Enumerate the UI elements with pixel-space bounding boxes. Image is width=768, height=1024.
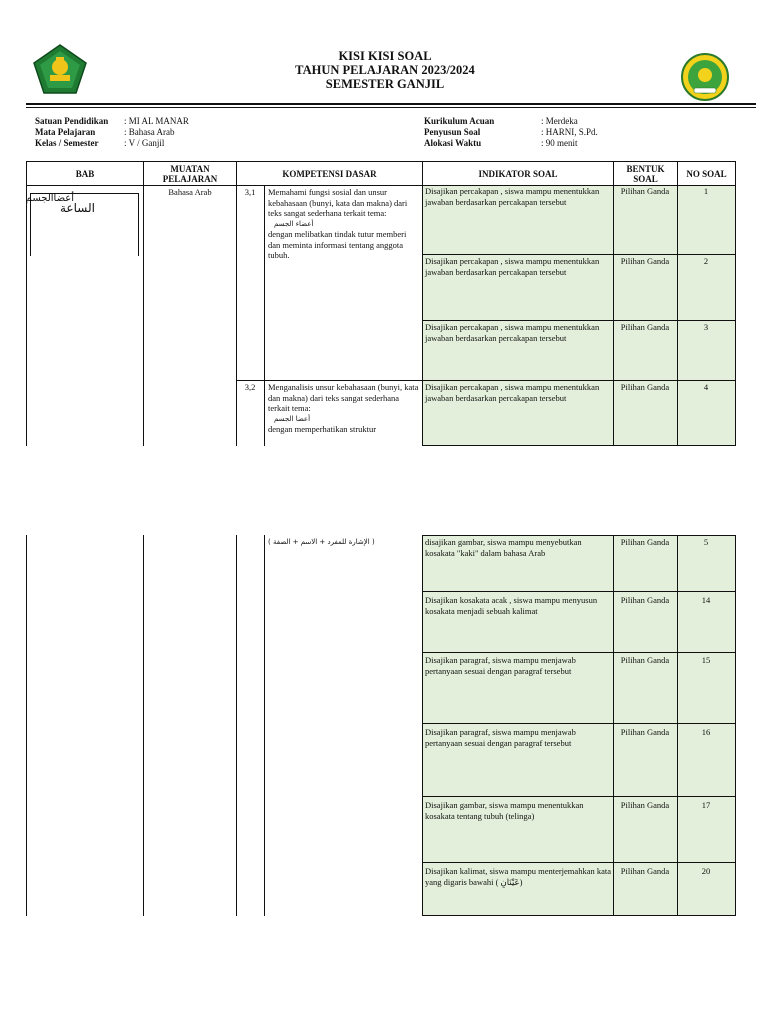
title-line-1: KISI KISI SOAL <box>338 49 432 63</box>
meta-label: Mata Pelajaran <box>35 127 96 137</box>
madrasah-logo-icon <box>680 52 730 102</box>
meta-left-values <box>124 116 324 149</box>
meta-value: : V / Ganjil <box>124 138 165 148</box>
bentuk-cell: Pilihan Ganda <box>620 186 670 196</box>
indikator-cell: Disajikan paragraf, siswa mampu menjawab pertanyaan sesuai dengan paragraf tersebut <box>425 655 576 676</box>
no-soal-cell: 3 <box>703 322 709 332</box>
meta-right-labels <box>424 116 534 149</box>
indikator-cell: Disajikan kalimat, siswa mampu menterjemahkan kata yang digaris bawahi ( عَيْنَانِ) <box>425 866 611 887</box>
bab-arabic-2: الساعة <box>60 201 95 215</box>
green-shading <box>423 186 735 445</box>
meta-value: : Merdeka <box>541 116 578 126</box>
bentuk-cell: Pilihan Ganda <box>620 866 670 876</box>
bentuk-cell: Pilihan Ganda <box>620 537 670 547</box>
table-line <box>422 862 736 863</box>
kemenag-logo-icon <box>32 43 88 95</box>
kd-arabic: أعضا الجسم <box>274 414 311 423</box>
table-line <box>236 535 237 916</box>
bentuk-cell: Pilihan Ganda <box>620 595 670 605</box>
table-line <box>422 535 423 916</box>
kd-text-a: Memahami fungsi sosial dan unsur kebahasaan (bunyi, kata dan makna) dari teks sangat sederhana terkait tema: <box>268 187 408 218</box>
table-line <box>422 161 423 446</box>
kd-continued-arabic: ( الإشارة للمفرد + الاسم + الصفة ) <box>268 538 375 546</box>
bentuk-cell: Pilihan Ganda <box>620 382 670 392</box>
meta-value: : Bahasa Arab <box>124 127 175 137</box>
meta-left-labels <box>35 116 130 149</box>
meta-value: : MI AL MANAR <box>124 116 189 126</box>
meta-label: Alokasi Waktu <box>424 138 482 148</box>
table-line <box>677 535 678 916</box>
no-soal-cell: 15 <box>701 655 711 665</box>
header-muatan: MUATAN PELAJARAN <box>162 163 218 184</box>
table-line <box>26 535 27 916</box>
table-line <box>613 161 614 446</box>
header-divider-thin <box>26 107 756 108</box>
table-line <box>613 535 614 916</box>
table-line <box>422 254 736 255</box>
title-line-3: SEMESTER GANJIL <box>325 77 445 91</box>
table-line <box>735 161 736 446</box>
document-title <box>240 49 530 91</box>
table-line <box>236 185 237 446</box>
no-soal-cell: 16 <box>701 727 711 737</box>
table-line <box>422 723 736 724</box>
indikator-cell: Disajikan percakapan , siswa mampu menentukkan jawaban berdasarkan percakapan tersebut <box>425 186 600 207</box>
table-line <box>236 380 736 381</box>
header-divider <box>26 103 756 105</box>
meta-label: Satuan Pendidikan <box>35 116 109 126</box>
no-soal-cell: 5 <box>703 537 709 547</box>
bentuk-cell: Pilihan Ganda <box>620 322 670 332</box>
table-line <box>422 445 736 446</box>
table-line <box>422 591 736 592</box>
header-indikator: INDIKATOR SOAL <box>478 168 558 179</box>
indikator-cell: Disajikan percakapan , siswa mampu menentukkan jawaban berdasarkan percakapan tersebut <box>425 256 600 277</box>
indikator-cell: Disajikan gambar, siswa mampu menentukkan kosakata tentang tubuh (telinga) <box>425 800 584 821</box>
kd-text-b: dengan melibatkan tindak tutur memberi dan meminta informasi tentang anggota tubuh. <box>268 229 407 260</box>
kd-number: 3,1 <box>244 187 256 197</box>
table-line <box>422 652 736 653</box>
kd-arabic: أعضاء الجسم <box>274 219 314 228</box>
header-kompetensi: KOMPETENSI DASAR <box>282 168 377 179</box>
title-line-2: TAHUN PELAJARAN 2023/2024 <box>295 63 475 77</box>
no-soal-cell: 14 <box>701 595 711 605</box>
meta-value: : HARNI, S.Pd. <box>541 127 598 137</box>
table-line <box>422 915 736 916</box>
meta-right-values <box>541 116 691 149</box>
no-soal-cell: 20 <box>701 866 711 876</box>
table-line <box>422 320 736 321</box>
meta-value: : 90 menit <box>541 138 578 148</box>
table-line <box>264 535 265 916</box>
table-line <box>143 535 144 916</box>
indikator-cell: Disajikan percakapan , siswa mampu menentukkan jawaban berdasarkan percakapan tersebut <box>425 382 600 403</box>
bentuk-cell: Pilihan Ganda <box>620 800 670 810</box>
table-line <box>677 161 678 446</box>
table-line <box>735 535 736 916</box>
table-line <box>143 161 144 446</box>
indikator-cell: Disajikan kosakata acak , siswa mampu menyusun kosakata menjadi sebuah kalimat <box>425 595 598 616</box>
kd-number: 3,2 <box>244 382 256 392</box>
table-line <box>264 185 265 446</box>
header-bab: BAB <box>75 168 95 179</box>
indikator-cell: disajikan gambar, siswa mampu menyebutkan kosakata "kaki" dalam bahasa Arab <box>425 537 582 558</box>
header-no-soal: NO SOAL <box>686 168 727 179</box>
no-soal-cell: 17 <box>701 800 711 810</box>
kd-text <box>268 382 420 435</box>
kd-text-b: dengan memperhatikan struktur <box>268 424 377 434</box>
no-soal-cell: 4 <box>703 382 709 392</box>
indikator-cell: Disajikan percakapan , siswa mampu menentukkan jawaban berdasarkan percakapan tersebut <box>425 322 600 343</box>
meta-label: Penyusun Soal <box>424 127 481 137</box>
meta-label: Kurikulum Acuan <box>424 116 495 126</box>
green-shading <box>423 536 735 916</box>
no-soal-cell: 1 <box>703 186 709 196</box>
indikator-cell: Disajikan paragraf, siswa mampu menjawab pertanyaan sesuai dengan paragraf tersebut <box>425 727 576 748</box>
bentuk-cell: Pilihan Ganda <box>620 256 670 266</box>
no-soal-cell: 2 <box>703 256 709 266</box>
header-bentuk: BENTUK SOAL <box>626 163 665 184</box>
muatan-value: Bahasa Arab <box>168 187 212 197</box>
meta-label: Kelas / Semester <box>35 138 99 148</box>
kd-text-a: Menganalisis unsur kebahasaan (bunyi, kata dan makna) dari teks sangat sederhana terkait tema: <box>268 382 419 413</box>
table-line <box>422 535 736 536</box>
bentuk-cell: Pilihan Ganda <box>620 727 670 737</box>
bentuk-cell: Pilihan Ganda <box>620 655 670 665</box>
kd-text <box>268 187 420 261</box>
bab-arabic-1: أعضاالجسم <box>25 193 74 204</box>
table-line <box>422 796 736 797</box>
